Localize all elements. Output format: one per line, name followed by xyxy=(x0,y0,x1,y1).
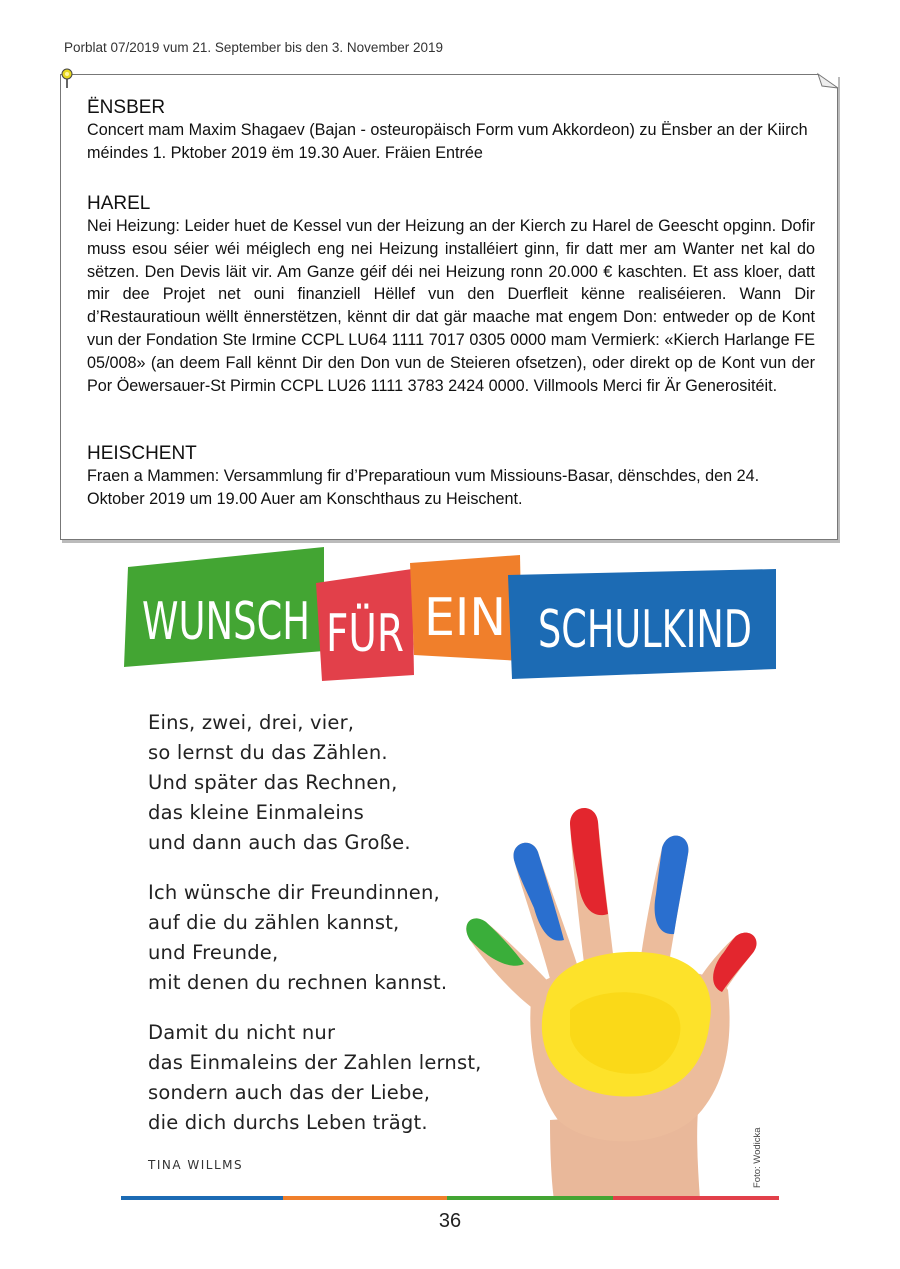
section-body: Versammlung fir d’Preparatioun vum Missiouns-Basar, dënschdes, den 24. Oktober 2019 um 19.00 Auer am Konschthaus zu Heischent. xyxy=(87,467,760,508)
section-lead: Nei Heizung: xyxy=(87,217,180,235)
poem-line: so lernst du das Zählen. xyxy=(148,741,388,764)
section-body: Concert mam Maxim Shagaev (Bajan - osteuropäisch Form vum Akkordeon) zu Ënsber an der Kiirch méindes 1. Pktober 2019 ëm 19.30 Auer. Fräien Entrée xyxy=(87,121,808,162)
banner-word: SCHULKIND xyxy=(538,600,752,660)
banner-word: EIN xyxy=(424,588,506,648)
footer-rule-red xyxy=(613,1196,779,1200)
section-heischent xyxy=(87,443,815,511)
poem-line: das kleine Einmaleins xyxy=(148,801,364,824)
poem-stanza xyxy=(148,1018,482,1138)
page-number: 36 xyxy=(438,1210,462,1232)
section-text xyxy=(87,215,815,397)
notice-box xyxy=(60,74,838,540)
poem-stanza xyxy=(148,878,482,998)
poem-line: und dann auch das Große. xyxy=(148,831,411,854)
title-banner xyxy=(120,543,780,685)
section-body: Leider huet de Kessel vun der Heizung an der Kierch zu Harel de Geescht opginn. Dofir muss esou séier wéi méiglech eng nei Heizung installéiert ginn, fir datt mer am Wanter net kal do sëtzen. Den Devis läit vir. Am Ganze géif déi nei Heizung ronn 20.000 € kaschten. Et ass kloer, datt mir dee Projet net ouni finanziell Hëllef vun den Duerfleit kënne realiséieren. Wann Dir d’Restauratioun wëllt ënnerstëtzen, kënnt dir dat gär maache mat engem Don: entweder op de Kont vun der Fondation Ste Irmine CCPL LU64 1111 7017 0305 0000 mam Vermierk: «Kierch Harlange FE 05/008» (an deem Fall kënnt Dir den Don vun de Steieren ofsetzen), oder direkt op de Kont vun der Por Öewersauer-St Pirmin CCPL LU26 1111 3783 2424 0000. Villmools Merci fir Är Generositéit. xyxy=(87,217,815,395)
poem-line: Ich wünsche dir Freundinnen, xyxy=(148,881,440,904)
footer-rule-blue xyxy=(121,1196,283,1200)
banner-word: WUNSCH xyxy=(142,592,310,652)
section-title: HEISCHENT xyxy=(87,443,197,464)
poem-line: sondern auch das der Liebe, xyxy=(148,1081,431,1104)
section-lead: Fraen a Mammen: xyxy=(87,467,220,485)
photo-credit: Foto: Wodicka xyxy=(752,1127,763,1188)
banner-word: FÜR xyxy=(326,604,420,664)
folded-corner-icon xyxy=(818,74,838,88)
poem xyxy=(148,708,482,1158)
poem-line: Eins, zwei, drei, vier, xyxy=(148,711,355,734)
poem-line: das Einmaleins der Zahlen lernst, xyxy=(148,1051,482,1074)
pushpin-icon xyxy=(60,67,74,89)
poem-author: TINA WILLMS xyxy=(148,1158,244,1172)
poem-stanza xyxy=(148,708,482,858)
running-header: Porblat 07/2019 vum 21. September bis den 3. November 2019 xyxy=(64,40,443,55)
section-title: HAREL xyxy=(87,193,151,214)
poem-line: die dich durchs Leben trägt. xyxy=(148,1111,428,1134)
poem-line: Damit du nicht nur xyxy=(148,1021,336,1044)
footer-rule-orange xyxy=(283,1196,447,1200)
poem-line: Und später das Rechnen, xyxy=(148,771,398,794)
section-title: ËNSBER xyxy=(87,97,166,118)
section-text xyxy=(87,465,815,511)
section-text xyxy=(87,119,815,165)
painted-hand-image xyxy=(440,790,780,1200)
poem-line: auf die du zählen kannst, xyxy=(148,911,400,934)
poem-line: mit denen du rechnen kannst. xyxy=(148,971,448,994)
section-harel xyxy=(87,193,815,397)
poem-line: und Freunde, xyxy=(148,941,279,964)
section-ensber xyxy=(87,97,815,165)
footer-rule-green xyxy=(447,1196,613,1200)
